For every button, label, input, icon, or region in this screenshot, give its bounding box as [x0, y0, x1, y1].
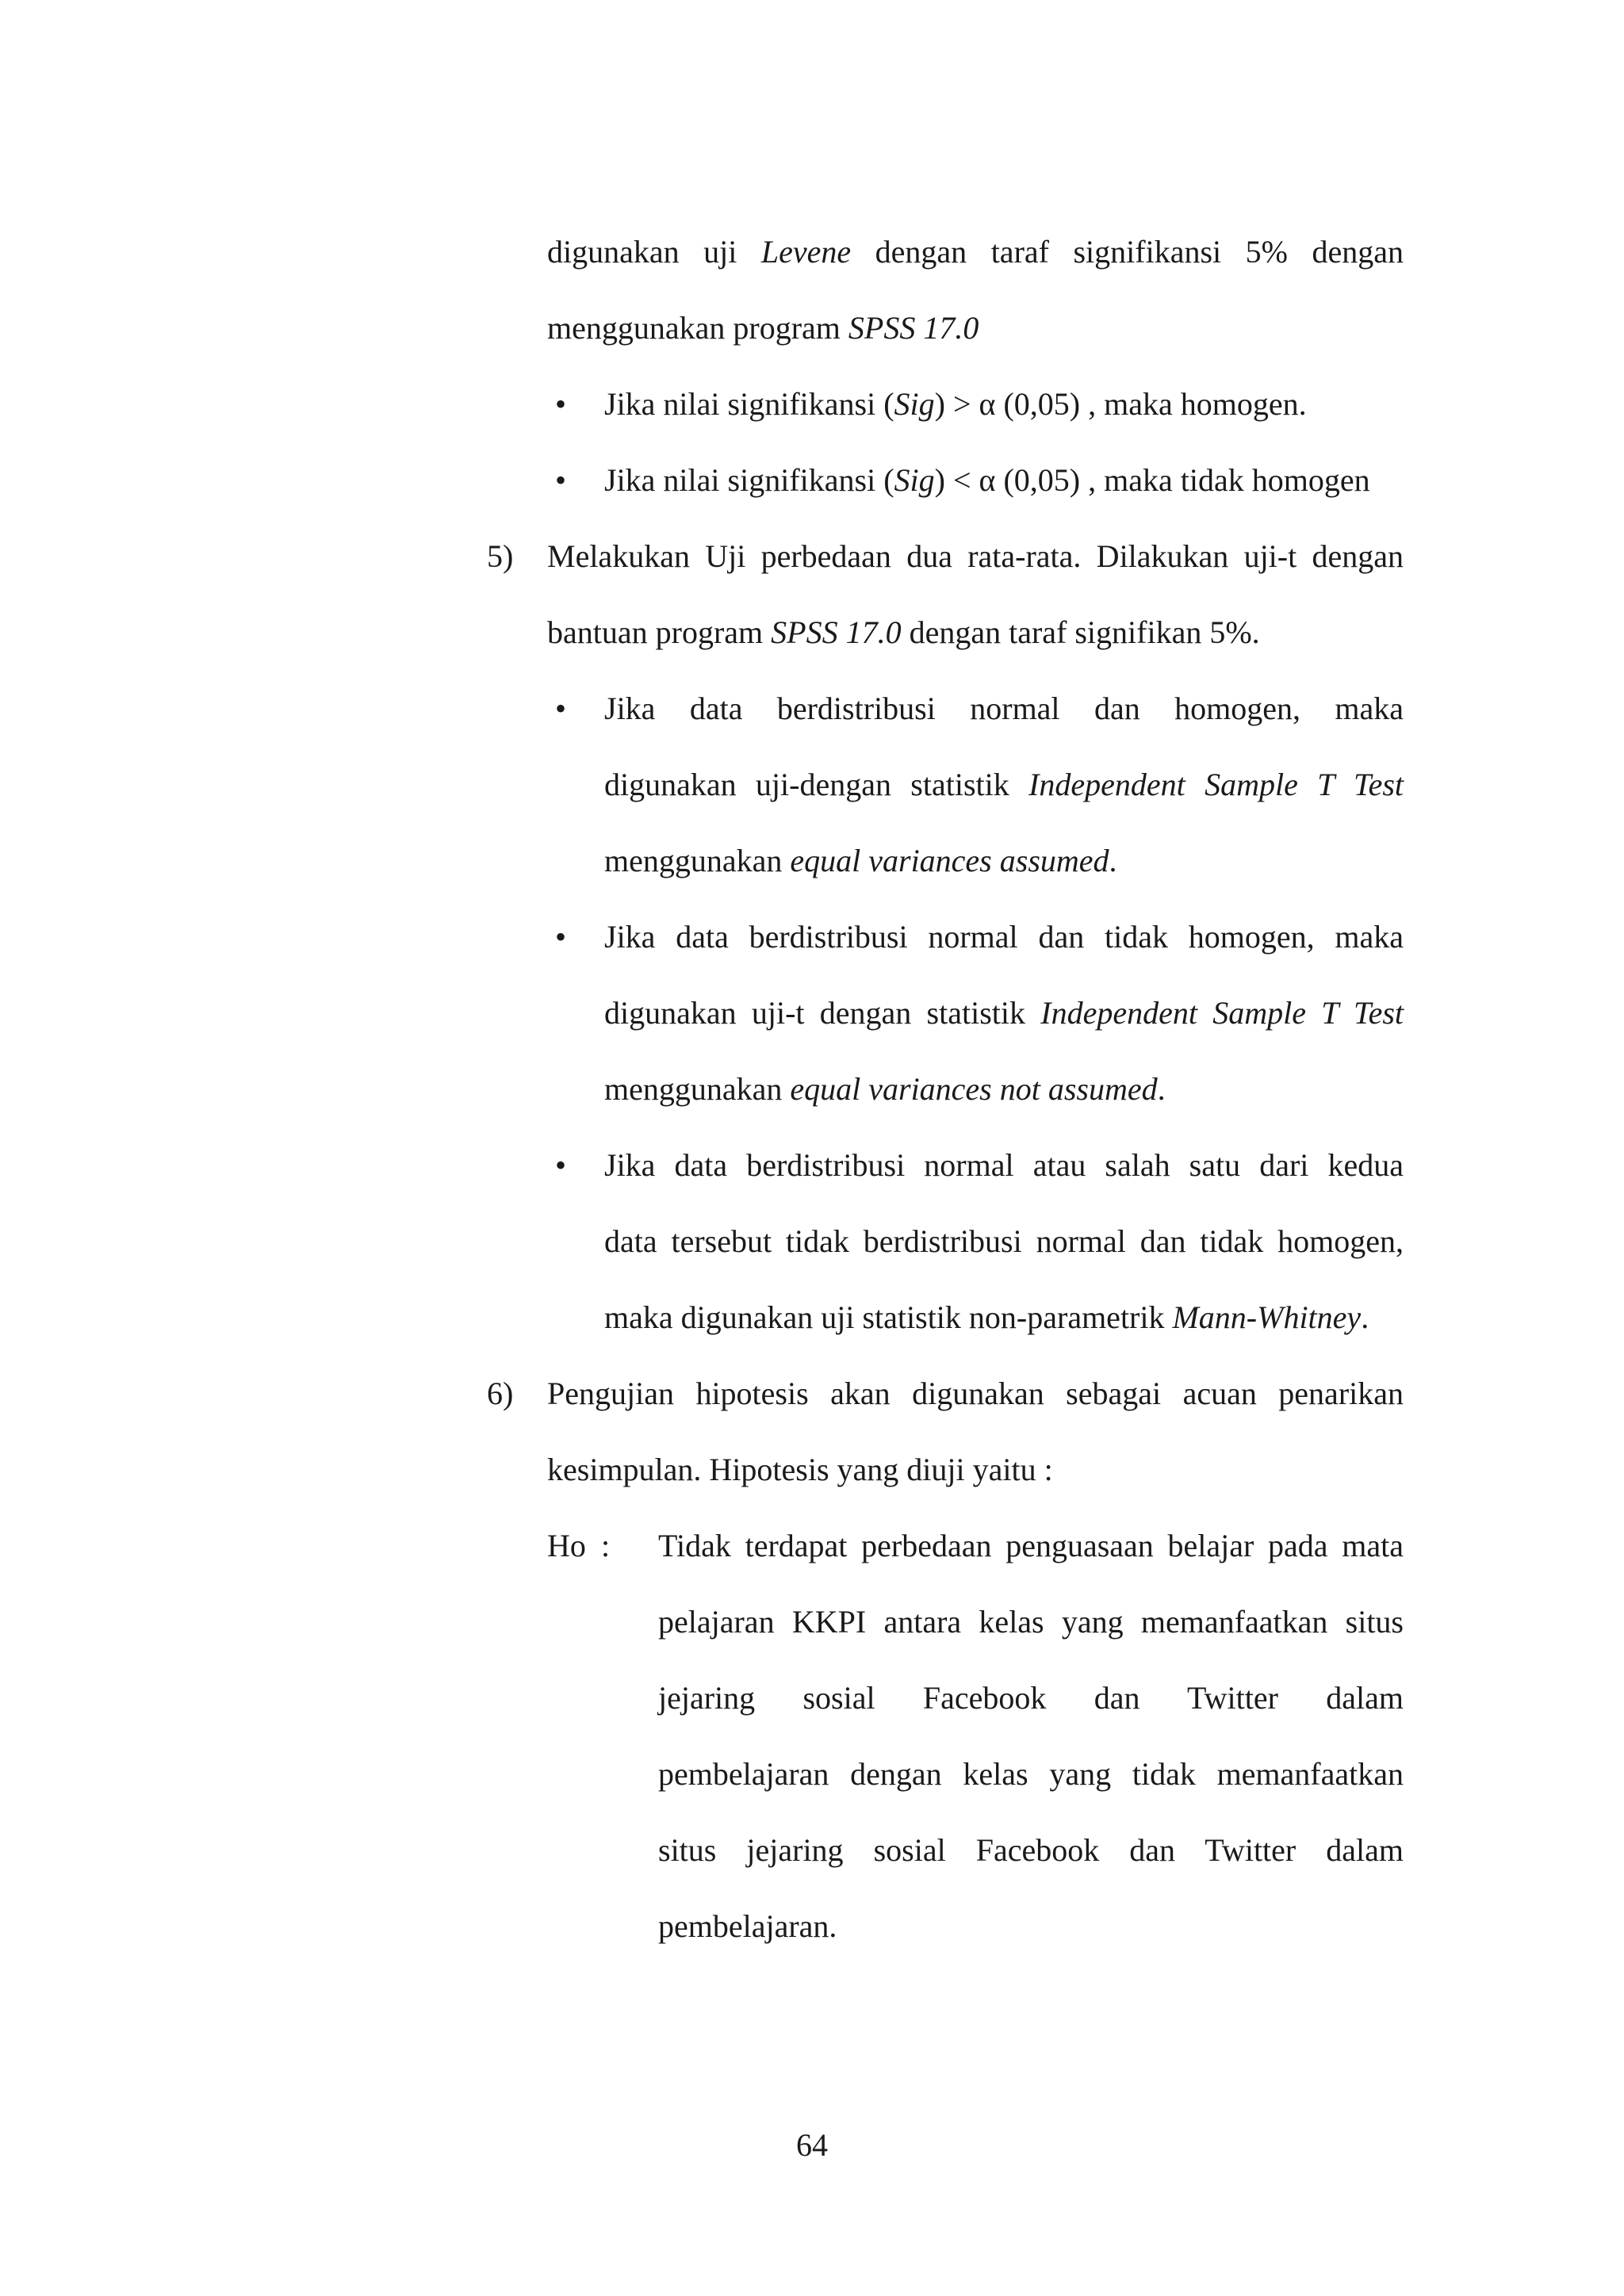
text: digunakan uji-t dengan statistik — [604, 995, 1041, 1031]
list-number: 6) — [487, 1376, 514, 1411]
text: menggunakan — [604, 843, 791, 878]
list-number: 5) — [487, 538, 514, 574]
hypothesis-line: pelajaran KKPI antara kelas yang memanfaatkan situs — [658, 1604, 1404, 1640]
bullet-item-line: data tersebut tidak berdistribusi normal dan tidak homogen, — [604, 1223, 1404, 1259]
text: menggunakan program — [547, 310, 848, 346]
text: dengan taraf signifikan 5%. — [901, 614, 1260, 650]
text: menggunakan — [604, 1071, 791, 1107]
bullet-icon: • — [555, 919, 567, 955]
hypothesis-line: Tidak terdapat perbedaan penguasaan belajar pada mata — [658, 1528, 1404, 1563]
bullet-item-line — [604, 1051, 1166, 1127]
text-italic: Sig — [894, 386, 935, 422]
hypothesis-line: jejaring sosial Facebook dan Twitter dalam — [658, 1680, 1404, 1716]
text: digunakan uji-dengan statistik — [604, 767, 1029, 802]
text: ) < α (0,05) , maka tidak homogen — [934, 462, 1370, 498]
hypothesis-line: pembelajaran dengan kelas yang tidak memanfaatkan — [658, 1756, 1404, 1792]
text-italic: Mann-Whitney — [1172, 1299, 1362, 1335]
text: ) > α (0,05) , maka homogen. — [934, 386, 1307, 422]
list-item-line: kesimpulan. Hipotesis yang diuji yaitu : — [547, 1452, 1053, 1487]
bullet-item-line — [604, 823, 1117, 899]
bullet-item-line: Jika data berdistribusi normal dan homogen, maka — [604, 691, 1404, 726]
text: Jika nilai signifikansi ( — [604, 386, 894, 422]
bullet-icon: • — [555, 386, 567, 422]
bullet-item — [604, 442, 1370, 519]
text-italic: Levene — [760, 234, 852, 270]
bullet-item — [604, 366, 1307, 442]
bullet-item-line: Jika data berdistribusi normal dan tidak homogen, maka — [604, 919, 1404, 955]
text-italic: equal variances not assumed — [790, 1071, 1158, 1107]
page-number: 64 — [796, 2127, 828, 2163]
hypothesis-label: Ho — [547, 1528, 586, 1563]
text-italic: SPSS 17.0 — [771, 614, 902, 650]
bullet-item-line — [604, 747, 1404, 823]
text-italic: SPSS 17.0 — [848, 310, 979, 346]
list-item-line: Pengujian hipotesis akan digunakan sebagai acuan penarikan — [547, 1376, 1404, 1411]
text: Jika nilai signifikansi ( — [604, 462, 894, 498]
list-item-line: Melakukan Uji perbedaan dua rata-rata. Dilakukan uji-t dengan — [547, 538, 1404, 574]
bullet-icon: • — [555, 691, 567, 726]
text: maka digunakan uji statistik non-parametrik — [604, 1299, 1173, 1335]
text-italic: equal variances assumed — [790, 843, 1109, 878]
bullet-item-line — [604, 975, 1404, 1051]
bullet-item-line: Jika data berdistribusi normal atau salah satu dari kedua — [604, 1147, 1404, 1183]
hypothesis-line: pembelajaran. — [658, 1908, 837, 1944]
text-italic: Sig — [894, 462, 935, 498]
paragraph-line — [547, 214, 1404, 290]
text: bantuan program — [547, 614, 772, 650]
text: digunakan uji — [547, 234, 761, 270]
text: dengan taraf signifikansi 5% dengan — [851, 234, 1404, 270]
bullet-icon: • — [555, 1147, 567, 1183]
text: . — [1157, 1071, 1166, 1107]
text: . — [1361, 1299, 1369, 1335]
bullet-icon: • — [555, 462, 567, 498]
text: . — [1109, 843, 1117, 878]
hypothesis-line: situs jejaring sosial Facebook dan Twitter dalam — [658, 1832, 1404, 1868]
hypothesis-colon: : — [601, 1528, 611, 1563]
text-italic: Independent Sample T Test — [1028, 767, 1404, 802]
text-italic: Independent Sample T Test — [1040, 995, 1404, 1031]
bullet-item-line — [604, 1280, 1369, 1356]
paragraph-line — [547, 290, 979, 366]
list-item-line — [547, 595, 1260, 671]
